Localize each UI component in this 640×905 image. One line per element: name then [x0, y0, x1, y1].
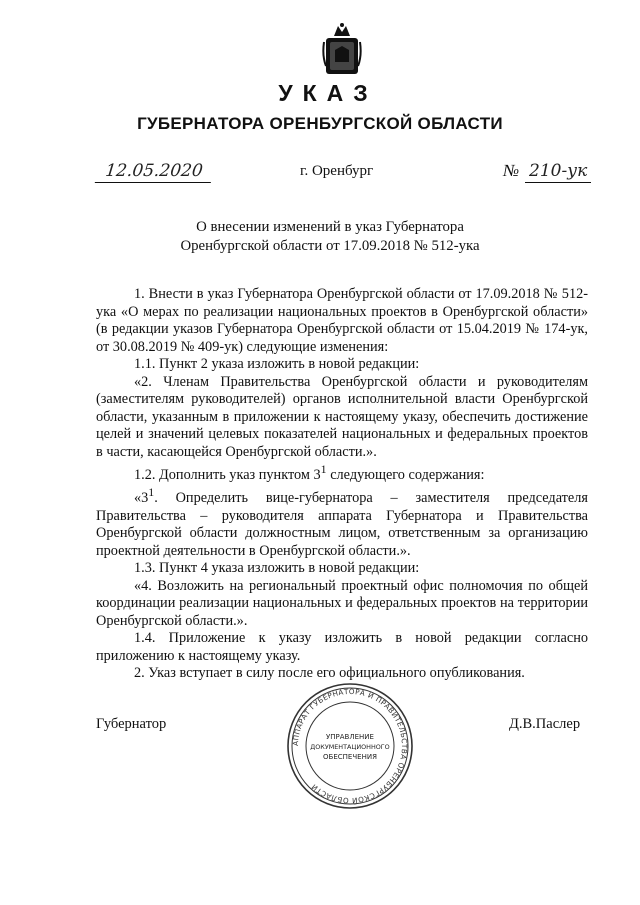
document-city: г. Оренбург [300, 163, 374, 179]
signature-name: Д.В.Паслер [509, 716, 581, 732]
seal-line-2: ДОКУМЕНТАЦИОННОГО [310, 743, 390, 751]
seal-line-3: ОБЕСПЕЧЕНИЯ [323, 753, 377, 761]
document-body [96, 286, 588, 683]
seal-ring-text: АППАРАТ ГУБЕРНАТОРА И ПРАВИТЕЛЬСТВА ОРЕНБУРГСКОЙ ОБЛАСТИ [290, 686, 410, 806]
document-subject [150, 218, 510, 256]
number-label: № [503, 161, 520, 180]
paragraph-2: 2. Указ вступает в силу после его официального опубликования. [134, 665, 525, 682]
document-subtitle: ГУБЕРНАТОРА ОРЕНБУРГСКОЙ ОБЛАСТИ [137, 114, 503, 133]
subject-line-1: О внесении изменений в указ Губернатора [196, 219, 464, 235]
paragraph-1-3: 1.3. Пункт 4 указа изложить в новой редакции: [134, 560, 420, 577]
signature-role: Губернатор [96, 716, 167, 732]
paragraph-1-1: 1.1. Пункт 2 указа изложить в новой редакции: [134, 356, 420, 372]
paragraph-1-4: 1.4. Приложение к указу изложить в новой редакции согласно приложению к настоящему указу. [96, 630, 588, 664]
coat-of-arms-icon [322, 22, 362, 78]
document-date: 12.05.2020 [95, 160, 213, 183]
seal-line-1: УПРАВЛЕНИЕ [326, 733, 374, 741]
paragraph-quote-4: «4. Возложить на региональный проектный офис полномочия по общей координации реализации национальных и федеральных проектов на территории Оренбургской области.». [96, 577, 588, 629]
document-title: УКАЗ [278, 80, 378, 106]
paragraph-1-2: 1.2. Дополнить указ пунктом $3^1$ следующего содержания: [134, 462, 485, 483]
document-number [503, 160, 591, 182]
paragraph-quote-3-1: «$3^1$. Определить вице-губернатора – заместителя председателя Правительства – руководителя аппарата Губернатора и Правительства Оренбургской области должностным лицом, ответственным за организацию проектной деятельности в Оренбургской области.». [96, 485, 588, 559]
paragraph-1: 1. Внести в указ Губернатора Оренбургской области от 17.09.2018 № 512-ука «О мерах по реализации национальных проектов в Оренбургской области» (в редакции указов Губернатора Оренбургской области от 15.04.2019 № 174-ук, от 30.08.2019 № 409-ук) следующие изменения: [96, 286, 588, 355]
paragraph-quote-2: «2. Членам Правительства Оренбургской области и руководителям (заместителям руководителей) органов исполнительной власти Оренбургской области, указанным в приложении к настоящему указу, обеспечить достижение целей и значений целевых показателей национальных и федеральных проектов в части, касающейся Оренбургской области.». [96, 373, 588, 460]
subject-line-2: Оренбургской области от 17.09.2018 № 512-ука [180, 238, 480, 254]
number-value: 210-ук [525, 160, 591, 183]
official-seal [285, 681, 415, 811]
